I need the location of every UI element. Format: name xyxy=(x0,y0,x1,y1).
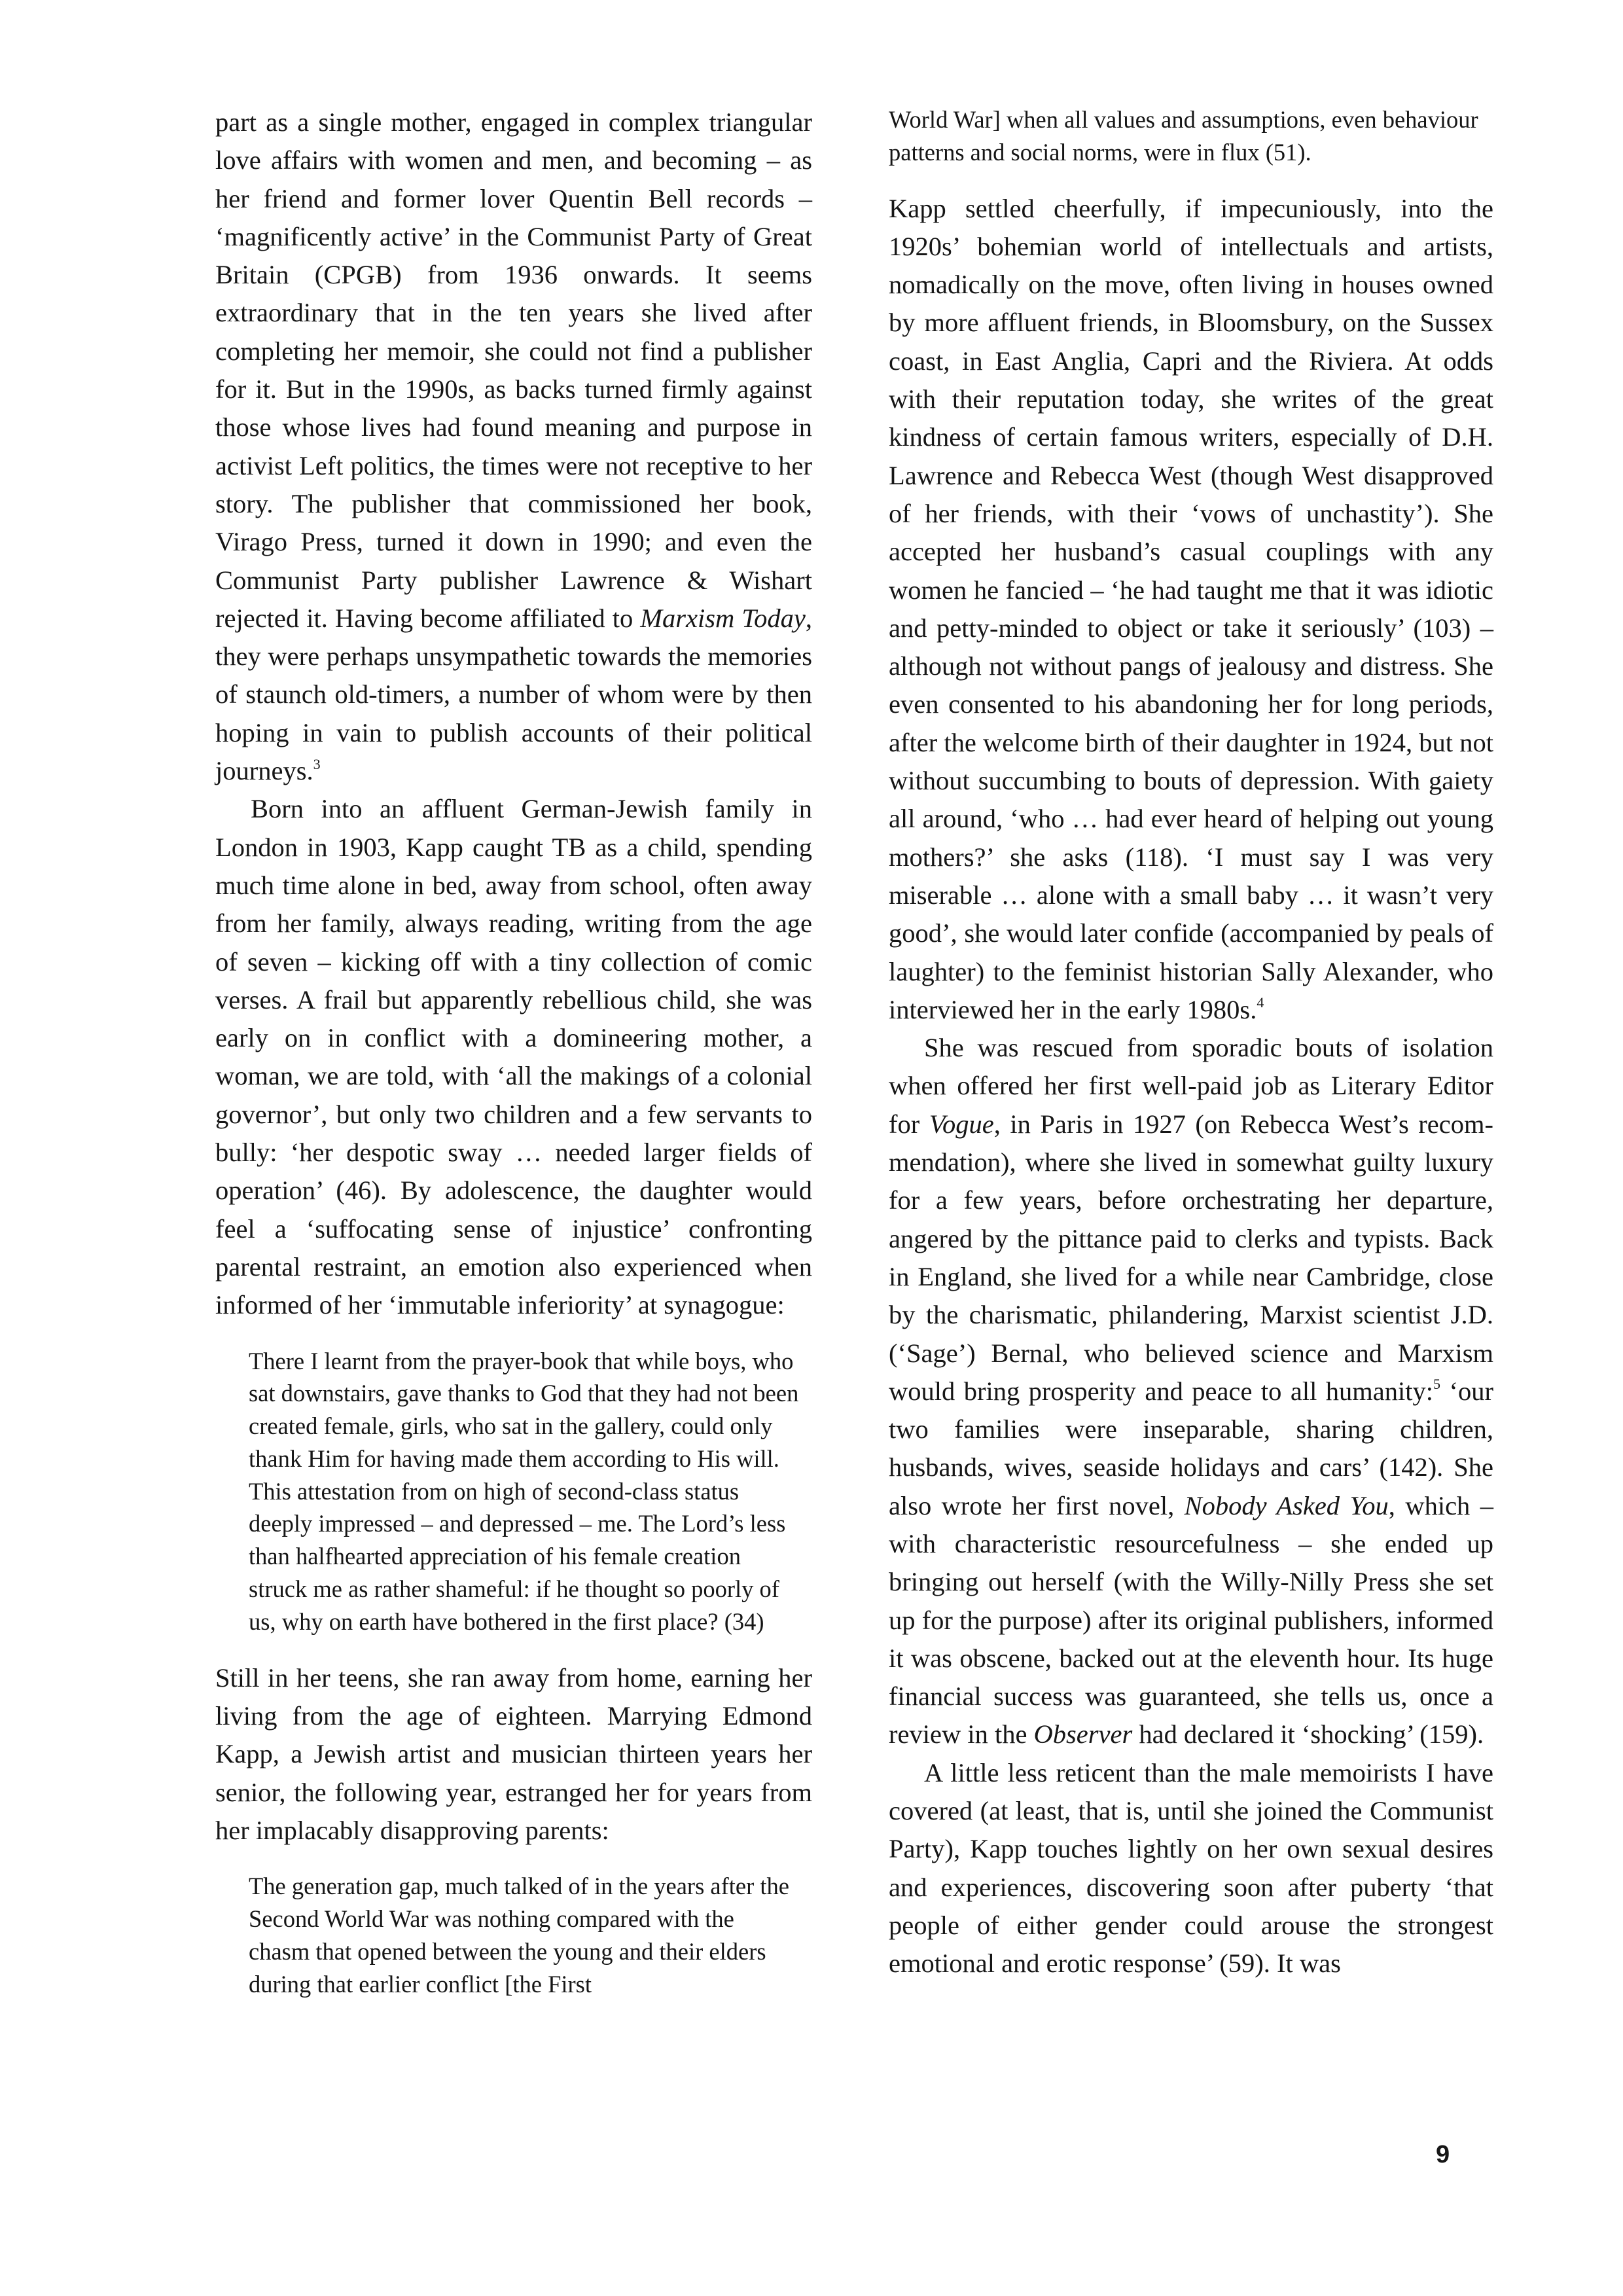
left-column xyxy=(215,103,812,2000)
footnote-marker: 4 xyxy=(1257,994,1264,1011)
italic-title: Marxism Today xyxy=(640,603,806,633)
footnote-marker: 3 xyxy=(313,755,321,772)
block-quote: The generation gap, much talked of in the years after the Second World War was nothing compared with the chasm that opened between the young and their elders during that earlier conflict [the First xyxy=(249,1873,789,1998)
italic-title: Nobody Asked You xyxy=(1184,1490,1389,1520)
italic-title: Vogue xyxy=(929,1109,994,1139)
italic-title: Observer xyxy=(1033,1719,1133,1749)
paragraph: Kapp settled cheerfully, if impecuniously, into the 1920s’ bohemian world of intellectuals and artists, nomadically on the move, often living in houses owned by more affluent friends, in Bloomsbury, on the Sussex coast, in East Anglia, Capri and the Riviera. At odds with their reputation today, she writes of the great kindness of certain famous writers, especially of D.H. Lawrence and Rebecca West (though West disapproved of her friends, with their ‘vows of unchastity’). She accepted her husband’s casual couplings with any women he fancied – ‘he had taught me that it was idiotic and petty-minded to object or take it seriously’ (103) – although not without pangs of jealousy and distress. She even consented to his abandoning her for long periods, after the welcome birth of their daughter in 1924, but not without succumbing to bouts of depression. With gaiety all around, ‘who … had ever heard of helping out young mothers?’ she asks (118). ‘I must say I was very miserable … alone with a small baby … it wasn’t very good’, she would later confide (accompanied by peals of laughter) to the feminist historian Sally Alexander, who interviewed her in the early 1980s.$^4$ xyxy=(889,193,1493,1024)
paragraph: Still in her teens, she ran away from home, earning her living from the age of eighteen. Marrying Edmond Kapp, a Jewish artist and musician thirteen years her senior, the following year, estranged her for years from her implacably disapproving parents: xyxy=(215,1662,812,1845)
right-column xyxy=(889,103,1493,1983)
paragraph: Born into an affluent German-Jewish family in London in 1903, Kapp caught TB as a child, spending much time alone in bed, away from school, often away from her family, always reading, writing from the age of seven – kicking off with a tiny collection of comic verses. A frail but apparently rebellious child, she was early on in conflict with a domineering mother, a woman, we are told, with ‘all the makings of a colonial governor’, but only two children and a few servants to bully: ‘her despotic sway … needed larger fields of operation’ (46). By adolescence, the daughter would feel a ‘suffocating sense of injustice’ confronting parental restraint, an emotion also experienced when informed of her ‘immutable inferiority’ at synagogue: xyxy=(215,794,812,1320)
footnote-marker: 5 xyxy=(1433,1376,1441,1393)
paragraph: part as a single mother, engaged in complex triangular love affairs with women and men, and becoming – as her friend and former lover Quentin Bell records – ‘magnificently active’ in the Communist Party of Great Britain (CPGB) from 1936 onwards. It seems extraordinary that in the ten years she lived after completing her memoir, she could not find a publisher for it. But in the 1990s, as backs turned firmly against those whose lives had found meaning and purpose in activist Left politics, the times were not receptive to her story. The publisher that commissioned her book, Virago Press, turned it down in 1990; and even the Communist Party publisher Lawrence & Wishart rejected it. Having become affiliated to Marxism Today, they were perhaps unsympathetic towards the memories of staunch old-timers, a number of whom were by then hoping in vain to publish accounts of their political journeys.$^3$ xyxy=(215,107,812,786)
block-quote-continued: World War] when all values and assumptions, even behaviour patterns and social norms, were in flux (51). xyxy=(889,106,1478,166)
page-number: 9 xyxy=(1436,2141,1450,2168)
paragraph: A little less reticent than the male memoirists I have covered (at least, that is, until she joined the Communist Party), Kapp touches lightly on her own sexual desires and experiences, discovering soon after puberty ‘that people of either gender could arouse the strongest emotional and erotic response’ (59). It was xyxy=(889,1757,1493,1979)
paragraph: She was rescued from sporadic bouts of isolation when offered her first well-paid job as Literary Editor for Vogue, in Paris in 1927 (on Rebecca West’s recommendation), where she lived in somewhat guilty luxury for a few years, before orchestrating her departure, angered by the pittance paid to clerks and typists. Back in England, she lived for a while near Cambridge, close by the charismatic, philandering, Marxist scientist J.D. (‘Sage’) Bernal, who believed science and Marxism would bring prosperity and peace to all humanity:$^5$ ‘our two families were inseparable, sharing children, husbands, wives, seaside holidays and cars’ (142). She also wrote her first novel, Nobody Asked You, which – with characteristic resourcefulness – she ended up bringing out herself (with the Willy-Nilly Press she set up for the purpose) after its original publishers, informed it was obscene, backed out at the eleventh hour. Its huge financial success was guaranteed, she tells us, once a review in the Observer had declared it ‘shocking’ (159). xyxy=(889,1033,1493,1749)
block-quote: There I learnt from the prayer-book that while boys, who sat downstairs, gave thanks to God that they had not been created female, girls, who sat in the gallery, could only thank Him for having made them according to His will. This attestation from on high of second-class status deeply impressed – and depressed – me. The Lord’s less than halfhearted appreciation of his female creation struck me as rather shameful: if he thought so poorly of us, why on earth have bothered in the first place? (34) xyxy=(249,1347,799,1635)
